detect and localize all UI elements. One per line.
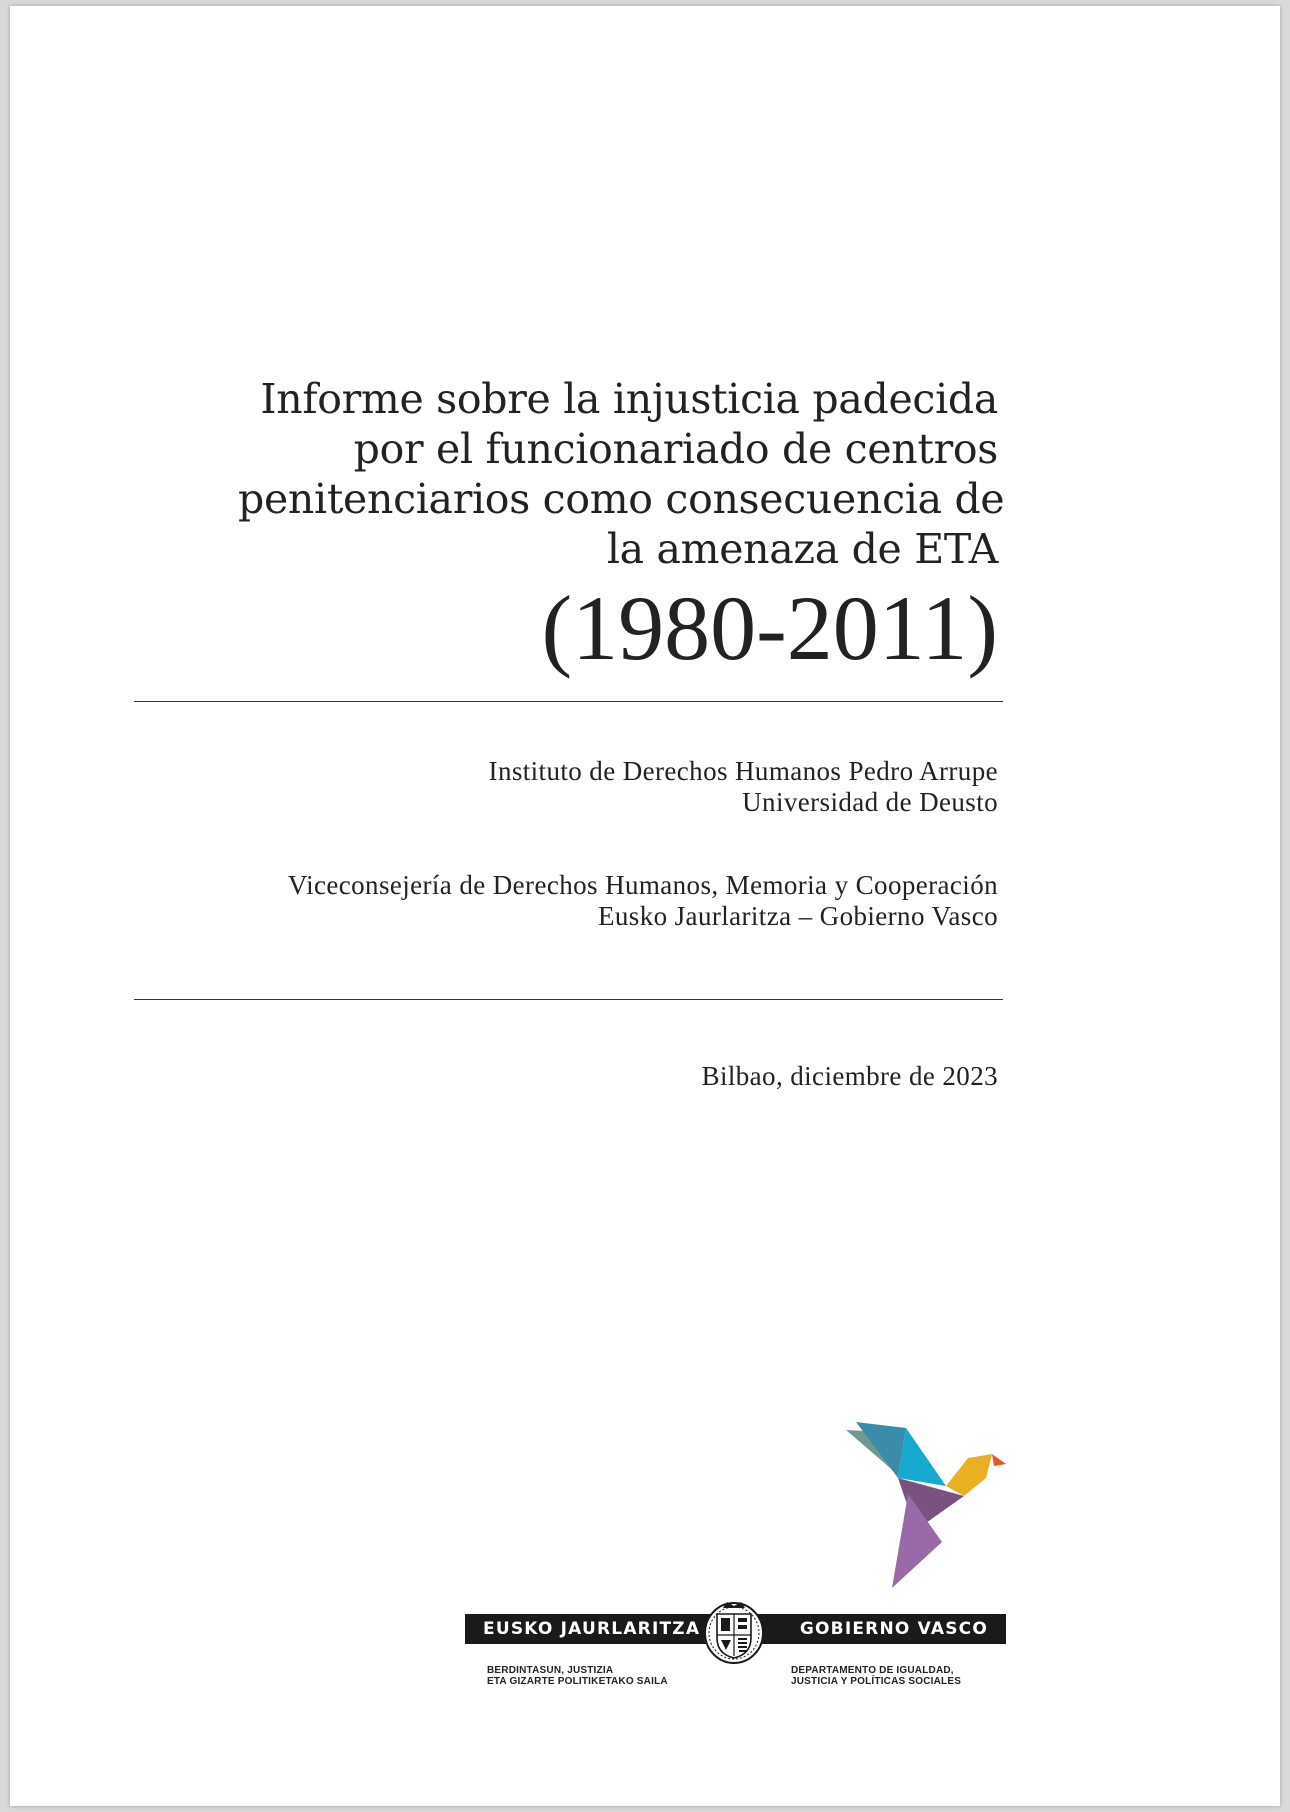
- divider-top: [134, 701, 1003, 702]
- report-title-line: por el funcionariado de centros: [353, 425, 998, 473]
- university-name: Universidad de Deusto: [742, 787, 998, 817]
- dove-wing-front: [898, 1428, 946, 1486]
- report-title: [238, 374, 1005, 574]
- banner-text-basque: EUSKO JAURLARITZA: [483, 1619, 701, 1639]
- dove-head: [946, 1454, 992, 1496]
- department-line: BERDINTASUN, JUSTIZIA: [487, 1665, 614, 1676]
- report-years: (1980-2011): [541, 577, 998, 679]
- report-title-line: penitenciarios como consecuencia de: [238, 475, 1005, 523]
- dove-wing-back: [856, 1422, 906, 1478]
- banner-text-spanish: GOBIERNO VASCO: [799, 1619, 988, 1639]
- viceconsejeria-name: Viceconsejería de Derechos Humanos, Memoria y Cooperación: [287, 870, 998, 900]
- viceconsejeria-block: [288, 870, 998, 932]
- report-title-line: Informe sobre la injusticia padecida: [260, 375, 998, 423]
- publication-date: Bilbao, diciembre de 2023: [701, 1061, 998, 1091]
- institute-name: Instituto de Derechos Humanos Pedro Arrupe: [488, 756, 998, 786]
- department-line: DEPARTAMENTO DE IGUALDAD,: [791, 1665, 954, 1676]
- department-name-basque: [487, 1665, 668, 1687]
- government-name: Eusko Jaurlaritza – Gobierno Vasco: [598, 901, 998, 931]
- department-line: ETA GIZARTE POLITIKETAKO SAILA: [487, 1676, 668, 1687]
- department-name-spanish: [791, 1665, 961, 1687]
- origami-dove-icon: [846, 1418, 1026, 1596]
- divider-bottom: [134, 999, 1003, 1000]
- report-title-line: la amenaza de ETA: [606, 525, 998, 573]
- document-page: [10, 6, 1280, 1806]
- department-line: JUSTICIA Y POLÍTICAS SOCIALES: [791, 1676, 962, 1687]
- institute-block: [489, 756, 998, 818]
- basque-coat-of-arms-icon: [703, 1598, 765, 1664]
- dove-beak: [992, 1454, 1006, 1466]
